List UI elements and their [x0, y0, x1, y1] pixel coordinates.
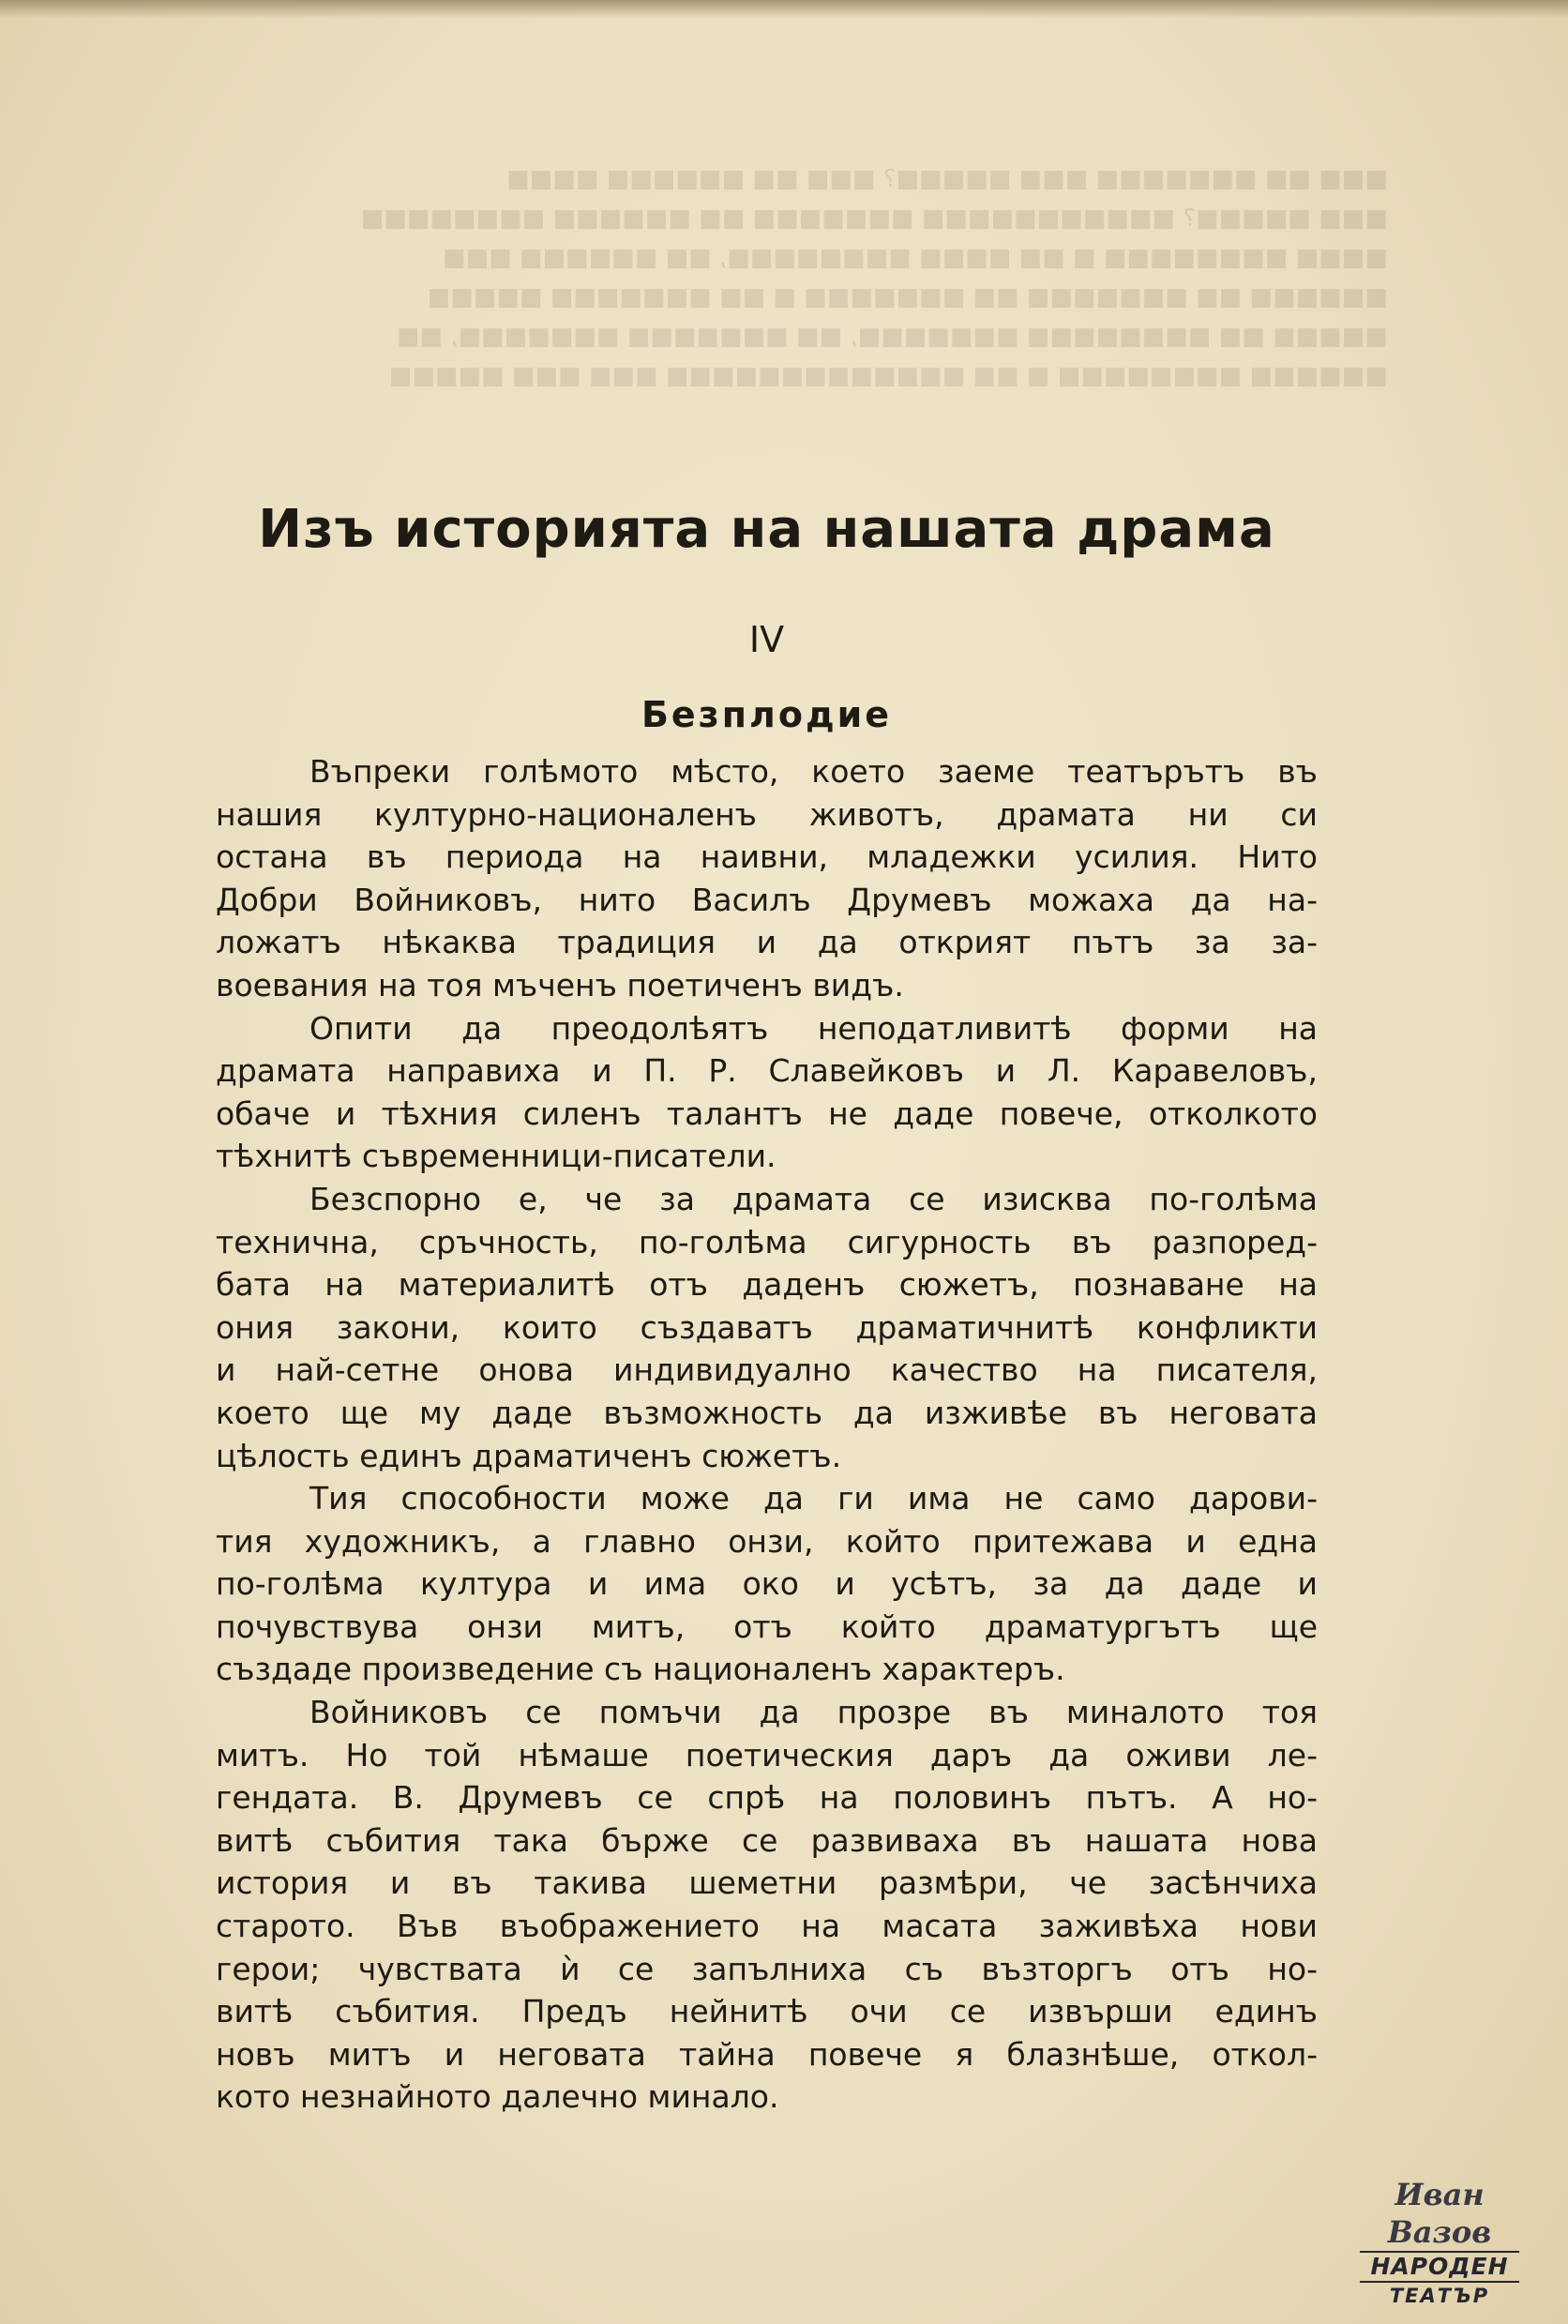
text-line: тия художникъ, а главно онзи, който притежава и една: [216, 1522, 1318, 1560]
article-title: Изъ историята на нашата драма: [258, 499, 1275, 560]
paragraph: [216, 1007, 1318, 1178]
text-line: Войниковъ се помъчи да прозре въ миналото тоя: [309, 1694, 1318, 1731]
text-line: витѣ събития така бърже се развиваха въ нашата нова: [216, 1821, 1318, 1859]
text-line: почувствува онзи митъ, отъ който драматургътъ ще: [216, 1607, 1318, 1645]
national-theatre-logo: [1360, 2176, 1519, 2307]
logo-subtitle: ТЕАТЪР: [1389, 2285, 1490, 2307]
text-line: нашия културно-националенъ животъ, драмата ни си: [216, 795, 1318, 833]
text-line: витѣ събития. Предъ нейнитѣ очи се извърши единъ: [216, 1993, 1318, 2030]
text-line: остана въ периода на наивни, младежки усилия. Нито: [216, 838, 1318, 876]
page-edge: [0, 0, 1568, 19]
text-line: история и въ такива шеметни размѣри, че засѣнчиха: [216, 1864, 1318, 1902]
text-line: драмата направиха и П. Р. Славейковъ и Л. Каравеловъ,: [216, 1052, 1318, 1090]
text-line: новъ митъ и неговата тайна повече я блазнѣше, откол-: [216, 2035, 1318, 2073]
text-line: старото. Във въображението на масата заживѣха нови: [216, 1908, 1318, 1945]
text-line: Въпреки голѣмото мѣсто, което заеме театърътъ въ: [309, 753, 1318, 790]
part-number: IV: [748, 619, 785, 660]
article: [216, 488, 1318, 2119]
logo-signature: Иван Вазов: [1387, 2177, 1492, 2250]
text-line: технична, сръчность, по-голѣма сигурность въ разпоред-: [216, 1223, 1318, 1260]
text-line: гендата. В. Друмевъ се спрѣ на половинъ пътъ. А но-: [216, 1779, 1318, 1817]
text-line: Опити да преодолѣятъ неподатливитѣ форми на: [309, 1009, 1318, 1047]
text-line: и най-сетне онова индивидуално качество на писателя,: [216, 1351, 1318, 1389]
text-line: Безспорно е, че за драмата се изисква по-голѣма: [309, 1180, 1318, 1217]
paragraph: [216, 1691, 1318, 2119]
text-line: тѣхнитѣ съвременници-писатели.: [216, 1138, 776, 1175]
logo-name: НАРОДЕН: [1360, 2251, 1519, 2283]
text-line: обаче и тѣхния силенъ талантъ не даде повече, отколкото: [216, 1094, 1318, 1132]
text-line: воевания на тоя мъченъ поетиченъ видъ.: [216, 966, 904, 1004]
text-line: бата на материалитѣ отъ даденъ сюжетъ, познаване на: [216, 1266, 1318, 1304]
text-line: ония закони, които създаватъ драматичнитѣ конфликти: [216, 1308, 1318, 1346]
text-line: Добри Войниковъ, нито Василъ Друмевъ можаха да на-: [216, 881, 1318, 918]
text-line: герои; чувствата ѝ се запълниха съ възторгъ отъ но-: [216, 1950, 1318, 1987]
text-line: което ще му даде възможность да изживѣе въ неговата: [216, 1394, 1318, 1431]
text-line: създаде произведение съ националенъ характеръ.: [216, 1651, 1065, 1688]
section-title: Безплодие: [641, 694, 893, 735]
text-line: митъ. Но той нѣмаше поетическия даръ да оживи ле-: [216, 1736, 1318, 1773]
reverse-side-bleed-through: ■■■ ■■ ■■■■■■■ ■■■ ■■■■■? ■■■ ■■ ■■■■■■ ■■■■ ■■■ ■■■■■? ■■■■■■■■■■■ ■■■■■■■ ■■ ■■■■■■ ■■■■■■■■ ■■■■ ■■■■■■■■ ■ ■■ ■■■■ ■■■■■■■■, ■■ ■■■■■■ ■■■ ■■■■■■ ■■ ■■■■■■■ ■■ ■■■■■■■ ■ ■■ ■■■■■■■ ■■■■■ ■■■■■ ■■ ■■■■■■■■ ■■■■■■■, ■■ ■■■■■■■ ■■■■■■■, ■■ ■■■■■■ ■■■■■■■■ ■ ■■ ■■■■■■■■■■■■■ ■■■ ■■■ ■■■■■: [360, 165, 1388, 390]
paragraph: [216, 1178, 1318, 1477]
article-body: [216, 750, 1318, 2119]
text-line: Тия способности може да ги има не само дарови-: [309, 1480, 1318, 1517]
text-line: по-голѣма култура и има око и усѣтъ, за да даде и: [216, 1565, 1318, 1603]
text-line: кото незнайното далечно минало.: [216, 2078, 779, 2116]
text-line: цѣлость единъ драматиченъ сюжетъ.: [216, 1437, 842, 1474]
paragraph: [216, 750, 1318, 1007]
paragraph: [216, 1477, 1318, 1691]
text-line: ложатъ нѣкаква традиция и да открият пътъ за за-: [216, 924, 1318, 961]
